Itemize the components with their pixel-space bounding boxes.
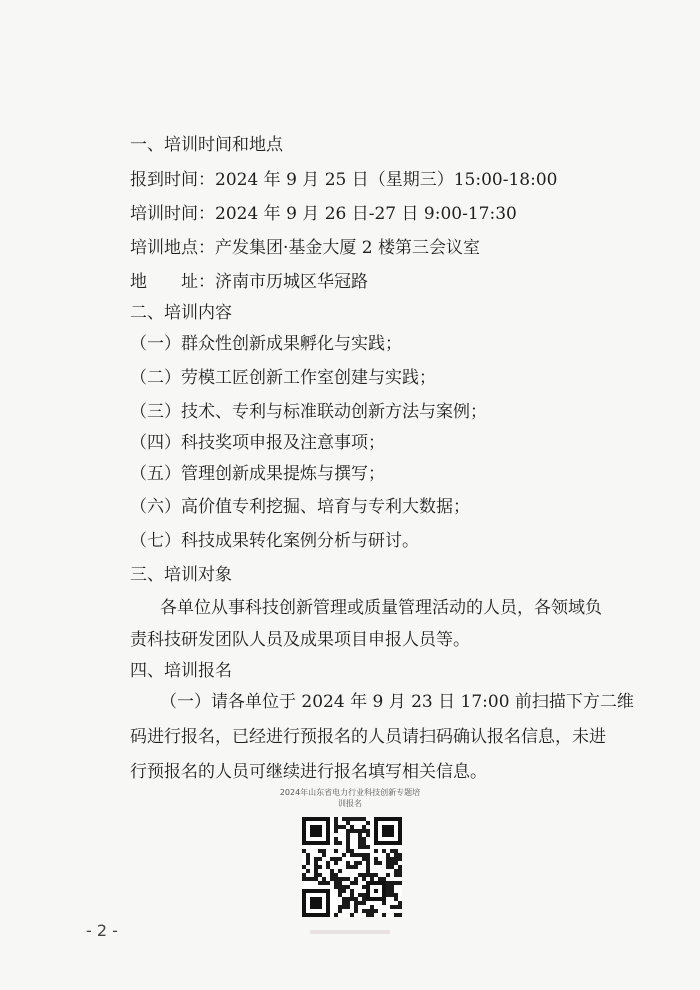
paragraph-line: 责科技研发团队人员及成果项目申报人员等。 bbox=[130, 630, 470, 650]
list-item: （四）科技奖项申报及注意事项； bbox=[130, 433, 385, 453]
list-item: （七）科技成果转化案例分析与研讨。 bbox=[130, 531, 419, 551]
list-item: （一）群众性创新成果孵化与实践； bbox=[130, 334, 402, 354]
paragraph-line: 各单位从事科技创新管理或质量管理活动的人员，各领域负 bbox=[160, 598, 602, 618]
section-heading: 一、培训时间和地点 bbox=[130, 135, 283, 155]
list-item: （三）技术、专利与标准联动创新方法与案例； bbox=[130, 402, 487, 422]
paragraph-line: 码进行报名，已经进行预报名的人员请扫码确认报名信息，未进 bbox=[130, 727, 606, 747]
section-heading: 四、培训报名 bbox=[130, 661, 232, 681]
text-line: 报到时间：2024 年 9 月 25 日（星期三）15:00-18:00 bbox=[130, 170, 558, 190]
qr-code-image[interactable] bbox=[302, 817, 402, 917]
text-line: 培训时间：2024 年 9 月 26 日-27 日 9:00-17:30 bbox=[130, 204, 517, 224]
text-line: 培训地点：产发集团·基金大厦 2 楼第三会议室 bbox=[130, 238, 481, 258]
paragraph-line: 行预报名的人员可继续进行报名填写相关信息。 bbox=[130, 762, 487, 782]
section-heading: 三、培训对象 bbox=[130, 565, 232, 585]
paragraph-line: （一）请各单位于 2024 年 9 月 23 日 17:00 前扫描下方二维 bbox=[160, 692, 634, 712]
list-item: （二）劳模工匠创新工作室创建与实践； bbox=[130, 368, 436, 388]
qr-title: 2024年山东省电力行业科技创新专题培 bbox=[279, 788, 421, 797]
section-heading: 二、培训内容 bbox=[130, 303, 232, 323]
list-item: （五）管理创新成果提炼与撰写； bbox=[130, 464, 385, 484]
qr-caption-faint bbox=[310, 930, 390, 934]
qr-code-graphic bbox=[302, 817, 402, 917]
qr-title: 训报名 bbox=[338, 799, 362, 808]
list-item: （六）高价值专利挖掘、培育与专利大数据； bbox=[130, 497, 470, 517]
text-line: 地 址：济南市历城区华冠路 bbox=[130, 272, 368, 292]
page-number: - 2 - bbox=[86, 921, 118, 940]
